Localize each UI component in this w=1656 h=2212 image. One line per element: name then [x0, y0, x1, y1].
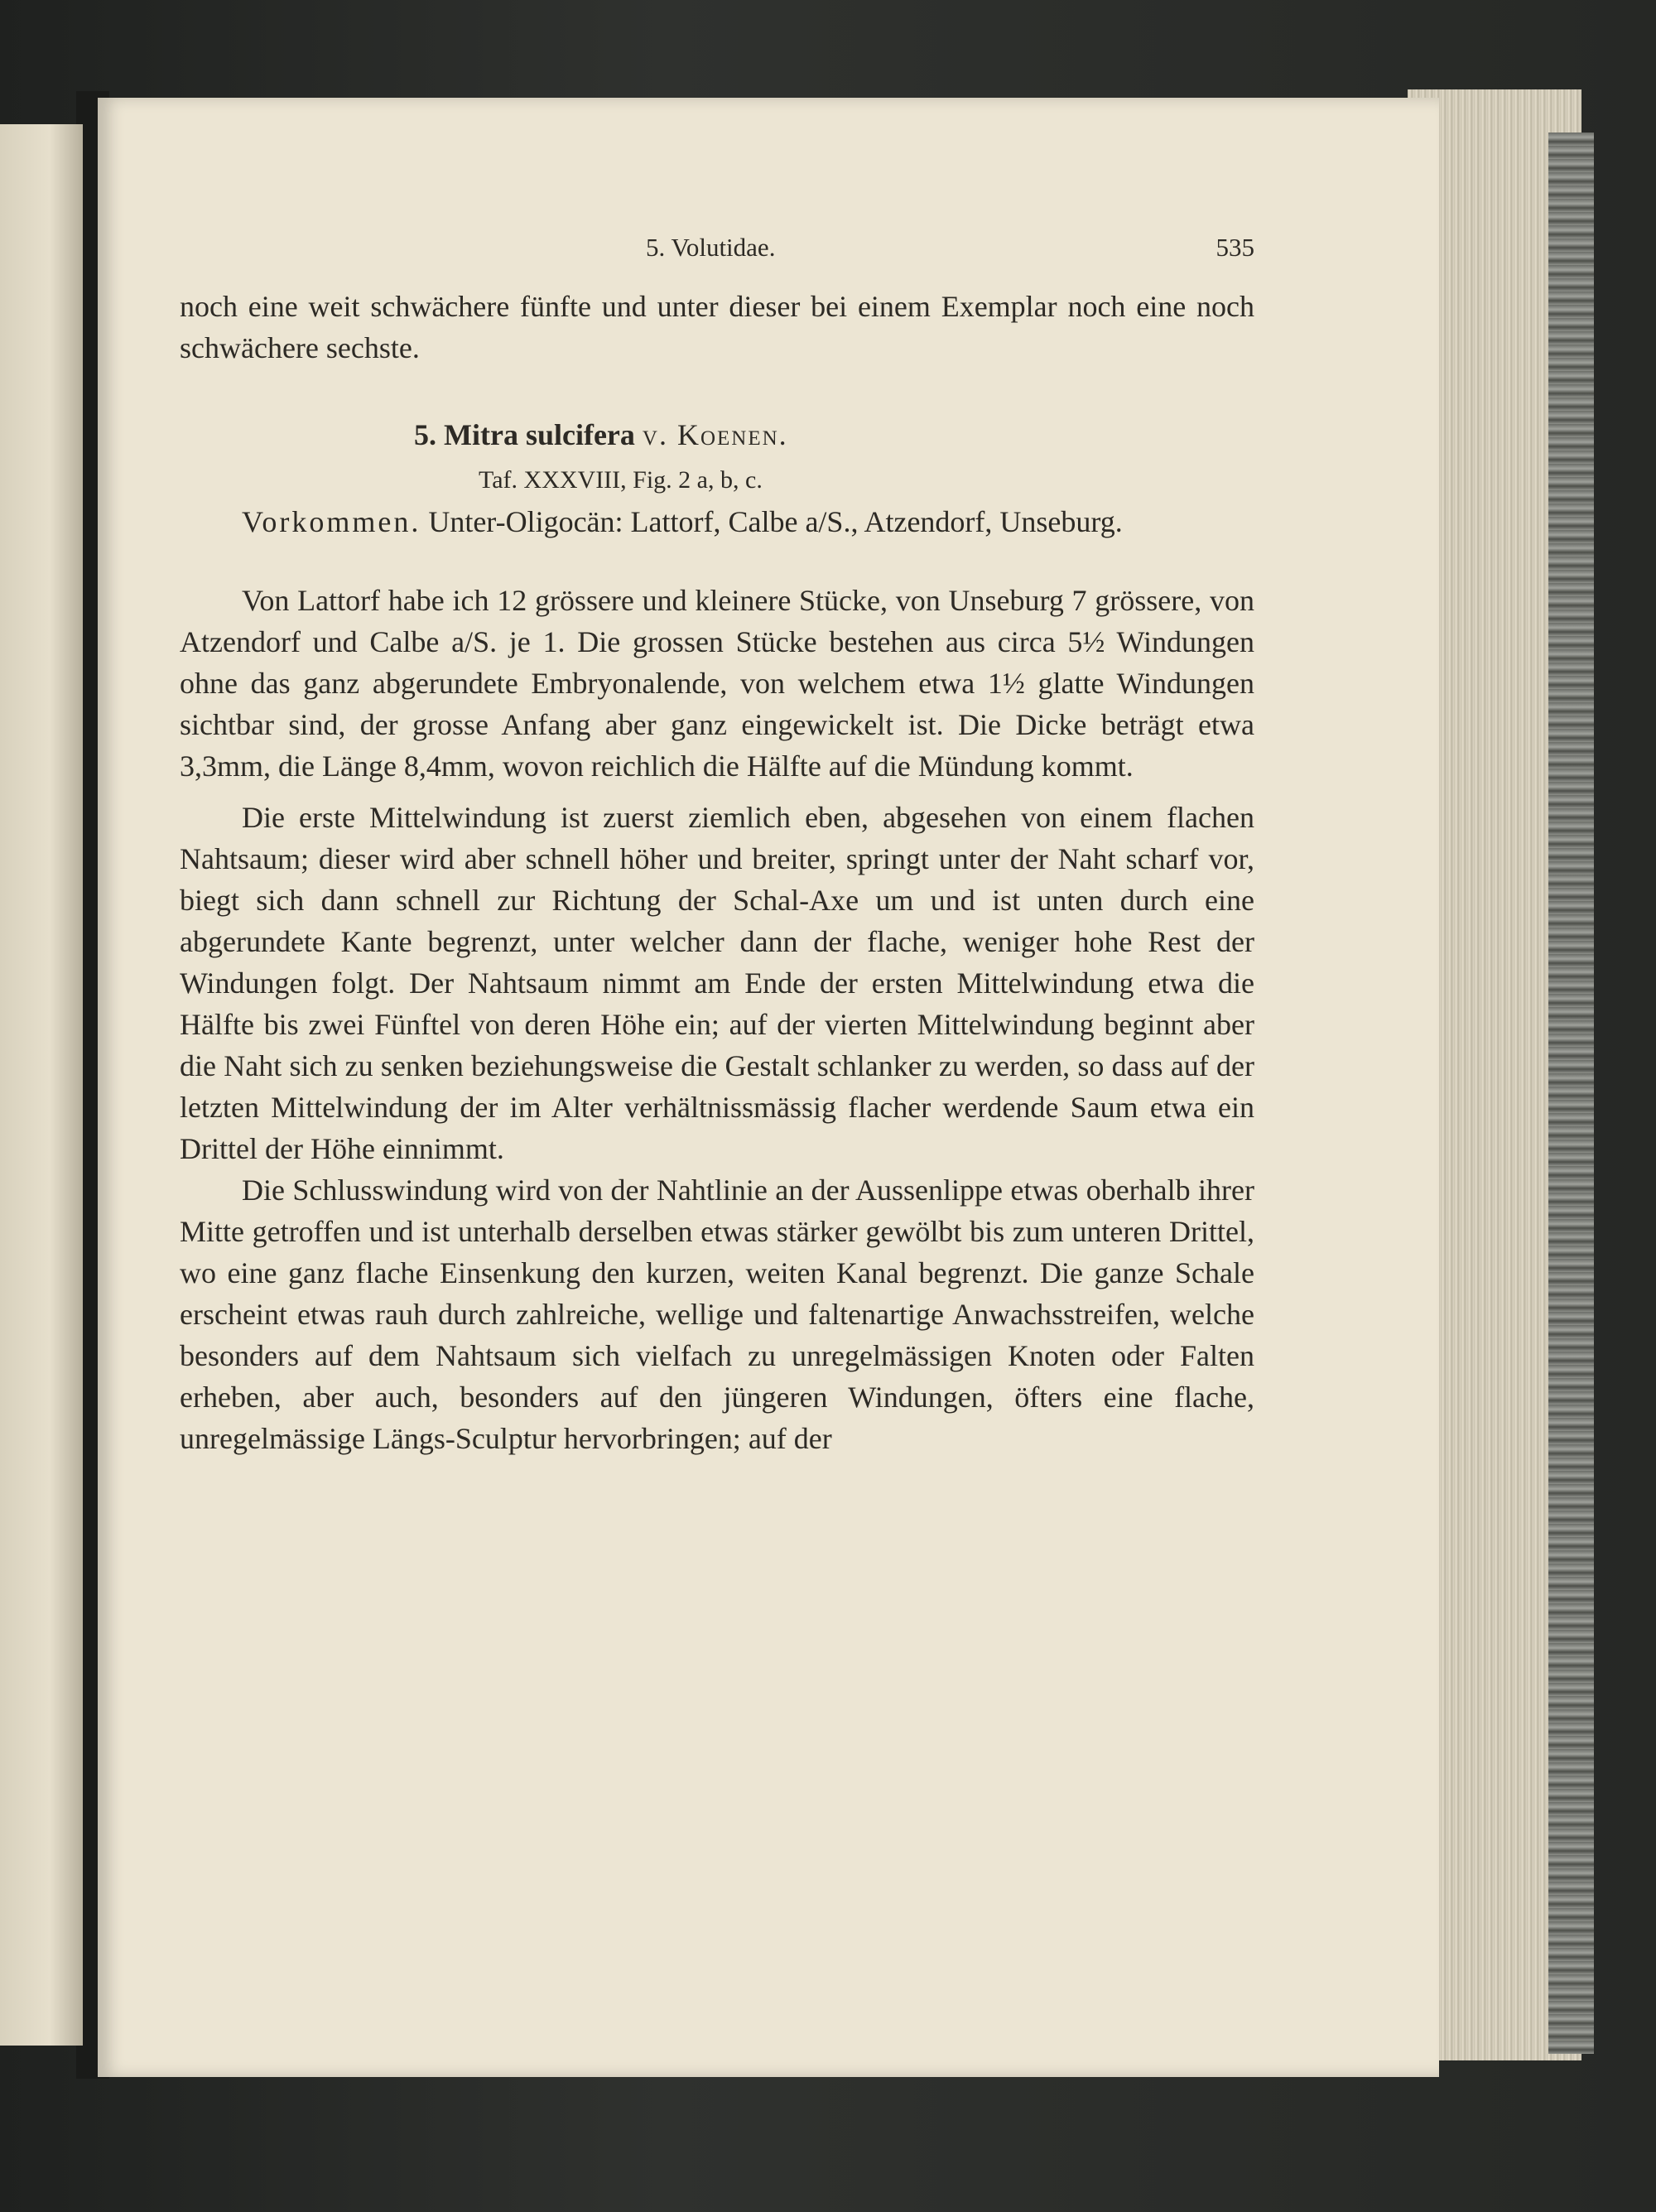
- paragraph-text: Von Lattorf habe ich 12 grössere und kleinere Stücke, von Unseburg 7 grössere, von Atzendorf und Calbe a/S. je 1. Die grossen Stücke bestehen aus circa 5½ Windungen ohne das ganz abgerundete Embryonalende, von welchem etwa 1½ glatte Windungen sichtbar sind, der grosse Anfang aber ganz eingewickelt ist. Die Dicke beträgt etwa 3,3mm, die Länge 8,4mm, wovon reichlich die Hälfte auf die Mündung kommt.: [180, 584, 1254, 783]
- running-title: 5. Volutidae.: [646, 233, 776, 262]
- species-heading: [414, 414, 1076, 455]
- description-paragraph: [180, 580, 1254, 787]
- occurrence-text: Unter-Oligocän: Lattorf, Calbe a/S., Atzendorf, Unseburg.: [428, 505, 1123, 538]
- species-name: Mitra sulcifera: [444, 418, 635, 451]
- paragraph-text: Die Schlusswindung wird von der Nahtlinie an der Aussenlippe etwas oberhalb ihrer Mitte getroffen und ist unterhalb derselben etwas stärker gewölbt bis zum unteren Drittel, wo eine ganz flache Einsenkung den kurzen, weiten Kanal begrenzt. Die ganze Schale erscheint etwas rauh durch zahlreiche, wellige und faltenartige Anwachsstreifen, welche besonders auf dem Nahtsaum sich vielfach zu unregelmässigen Knoten oder Falten erheben, aber auch, besonders auf den jüngeren Windungen, öfters eine flache, unregelmässige Längs-Sculptur hervorbringen; auf der: [180, 1173, 1254, 1455]
- carry-over-paragraph: [180, 286, 1254, 369]
- species-author: v. Koenen.: [642, 418, 788, 451]
- description-paragraph: [180, 797, 1254, 1169]
- description-paragraph: [180, 1169, 1254, 1459]
- plate-reference: Taf. XXXVIII, Fig. 2 a, b, c.: [479, 466, 763, 494]
- occurrence-paragraph: [180, 501, 1254, 542]
- left-page-edge: [0, 124, 83, 2046]
- occurrence-label: Vorkommen.: [242, 505, 421, 538]
- species-number: 5.: [414, 418, 436, 451]
- paragraph-text: noch eine weit schwächere fünfte und unter dieser bei einem Exemplar noch eine noch schwächere sechste.: [180, 290, 1254, 364]
- page-number: 535: [1216, 233, 1254, 262]
- paragraph-text: Die erste Mittelwindung ist zuerst ziemlich eben, abgesehen von einem flachen Nahtsaum; dieser wird aber schnell höher und breiter, springt unter der Naht scharf vor, biegt sich dann schnell zur Richtung der Schal-Axe um und ist unten durch eine abgerundete Kante begrenzt, unter welcher dann der flache, weniger hohe Rest der Windungen folgt. Der Nahtsaum nimmt am Ende der ersten Mittelwindung etwa die Hälfte bis zwei Fünftel von deren Höhe ein; auf der vierten Mittelwindung beginnt aber die Naht sich zu senken beziehungsweise die Gestalt schlanker zu werden, so dass auf der letzten Mittelwindung der im Alter verhältnissmässig flacher werdende Saum etwa ein Drittel der Höhe einnimmt.: [180, 801, 1254, 1165]
- book-cover-edge: [1548, 133, 1594, 2054]
- running-header: [377, 227, 1254, 268]
